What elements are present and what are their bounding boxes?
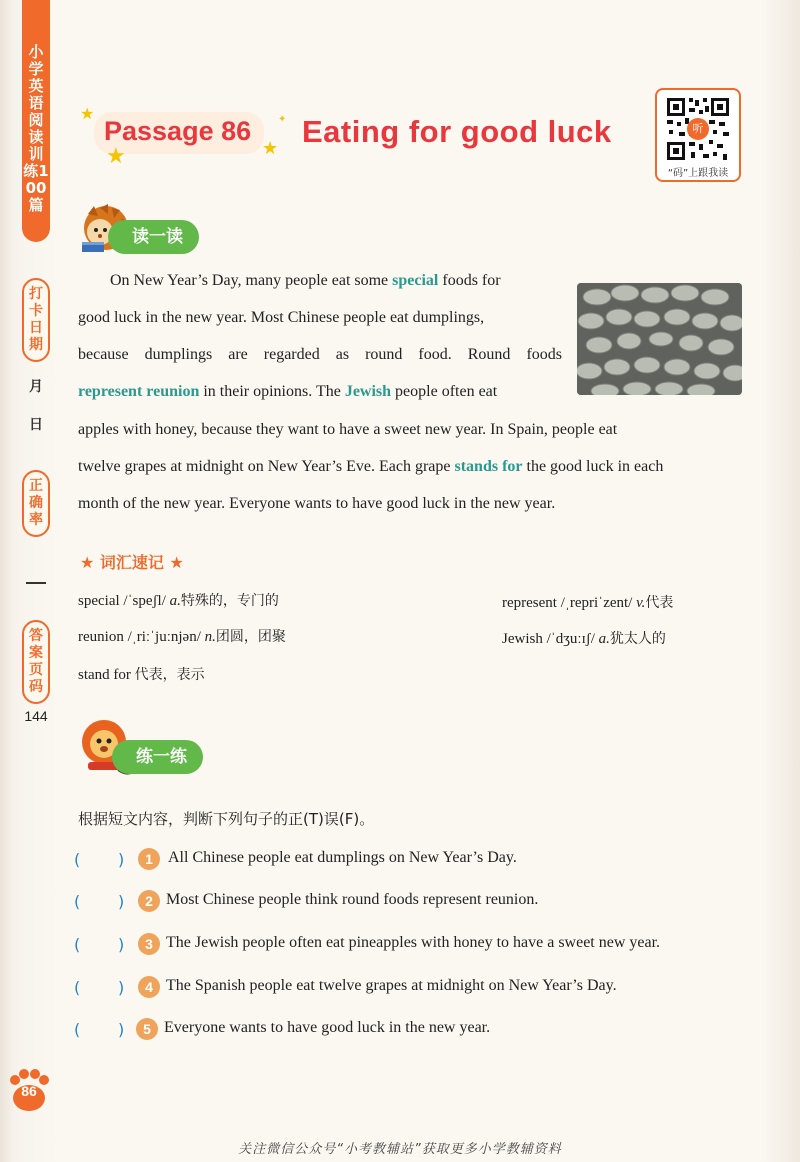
question-number-badge: 5 bbox=[136, 1018, 158, 1040]
sidebar-book-title: 小学英语阅读训练100篇 bbox=[22, 0, 50, 242]
passage-line-1 bbox=[110, 272, 501, 290]
star-icon: ★ bbox=[106, 144, 126, 169]
passage-line-3: because dumplings are regarded as round food. Round foods bbox=[78, 346, 562, 363]
passage-header bbox=[80, 100, 650, 170]
sidebar-day-label: 日 bbox=[29, 417, 43, 433]
vocab-item-special bbox=[78, 590, 279, 610]
passage-text: people often eat bbox=[391, 383, 498, 400]
answer-blank-open[interactable]: ( bbox=[74, 1020, 81, 1039]
vocab-meaning: 代表，表示 bbox=[134, 667, 205, 683]
vocab-item-jewish bbox=[502, 628, 666, 648]
keyword-stands-for: stands for bbox=[454, 458, 523, 475]
vocab-meaning: 特殊的，专门的 bbox=[180, 593, 279, 609]
passage-text: foods for bbox=[438, 272, 501, 289]
vocab-meaning: 犹太人的 bbox=[609, 631, 666, 647]
listen-icon: 听 bbox=[687, 118, 709, 140]
keyword-represent-reunion: represent reunion bbox=[78, 383, 200, 400]
passage-line-7: month of the new year. Everyone wants to have good luck in the new year. bbox=[78, 495, 556, 512]
star-icon: ★ bbox=[262, 138, 279, 159]
vocab-title: ★ 词汇速记 ★ bbox=[80, 553, 184, 572]
footer-watermark: 关注微信公众号“小考教辅站”获取更多小学教辅资料 bbox=[238, 1142, 562, 1157]
answer-blank-open[interactable]: ( bbox=[74, 850, 81, 869]
passage-text: On New Year’s Day, many people eat some bbox=[110, 272, 393, 289]
page-number: 86 bbox=[21, 1083, 37, 1099]
section-badge-read: 读一读 bbox=[108, 220, 199, 254]
sidebar-divider bbox=[26, 582, 46, 584]
question-text: All Chinese people eat dumplings on New Year’s Day. bbox=[168, 849, 517, 866]
question-text: The Spanish people eat twelve grapes at midnight on New Year’s Day. bbox=[166, 977, 617, 994]
answer-blank-close: ) bbox=[118, 1020, 125, 1039]
question-number-badge: 2 bbox=[138, 890, 160, 912]
sidebar-answer-page-number: 144 bbox=[24, 708, 48, 724]
answer-blank-close: ) bbox=[118, 850, 125, 869]
sidebar-checkin-label: 打卡日期 bbox=[22, 278, 50, 362]
vocab-word: special /ˈspeʃl/ bbox=[78, 593, 170, 609]
vocab-item-stand-for bbox=[78, 664, 205, 684]
vocab-meaning: 团圆，团聚 bbox=[215, 629, 286, 645]
qr-caption: “码”上跟我读 bbox=[667, 168, 729, 179]
question-text: The Jewish people often eat pineapples with honey to have a sweet new year. bbox=[166, 934, 661, 951]
passage-text: twelve grapes at midnight on New Year’s Eve. Each grape bbox=[78, 458, 455, 475]
exercise-instruction: 根据短文内容，判断下列句子的正(T)误(F)。 bbox=[78, 810, 375, 828]
vocab-item-represent bbox=[502, 592, 673, 612]
answer-blank-open[interactable]: ( bbox=[74, 892, 81, 911]
passage-line-5: apples with honey, because they want to have a sweet new year. In Spain, people eat bbox=[78, 421, 618, 438]
passage-line-4 bbox=[78, 383, 497, 401]
question-number-badge: 1 bbox=[138, 848, 160, 870]
sidebar-accuracy-label: 正确率 bbox=[22, 470, 50, 537]
passage-text: the good luck in each bbox=[522, 458, 664, 475]
vocab-meaning: 代表 bbox=[645, 595, 674, 611]
vocab-word: stand for bbox=[78, 667, 135, 683]
answer-blank-open[interactable]: ( bbox=[74, 935, 81, 954]
keyword-jewish: Jewish bbox=[344, 383, 392, 400]
question-text: Everyone wants to have good luck in the new year. bbox=[164, 1019, 491, 1036]
page-title: Eating for good luck bbox=[302, 114, 612, 149]
star-icon: ✦ bbox=[278, 114, 287, 125]
section-badge-practice: 练一练 bbox=[112, 740, 203, 774]
vocab-word: reunion /ˌriːˈjuːnjən/ bbox=[78, 629, 205, 645]
sidebar-month-label: 月 bbox=[29, 379, 43, 395]
vocab-word: represent /ˌrepriˈzent/ bbox=[502, 595, 637, 611]
vocab-pos: n. bbox=[204, 629, 216, 645]
vocab-word: Jewish /ˈdʒuːɪʃ/ bbox=[502, 631, 599, 647]
answer-blank-close: ) bbox=[118, 935, 125, 954]
question-number-badge: 4 bbox=[138, 976, 160, 998]
vocab-item-reunion bbox=[78, 626, 286, 646]
answer-blank-close: ) bbox=[118, 978, 125, 997]
passage-text: in their opinions. The bbox=[199, 383, 345, 400]
sidebar-answer-page-label: 答案页码 bbox=[22, 620, 50, 704]
passage-label: Passage 86 bbox=[104, 116, 252, 146]
dumplings-photo bbox=[577, 283, 742, 395]
keyword-special: special bbox=[392, 272, 439, 289]
question-number-badge: 3 bbox=[138, 933, 160, 955]
vocab-pos: v. bbox=[636, 595, 646, 611]
star-icon: ★ bbox=[80, 104, 95, 123]
answer-blank-close: ) bbox=[118, 892, 125, 911]
answer-blank-open[interactable]: ( bbox=[74, 978, 81, 997]
vocab-pos: a. bbox=[598, 631, 610, 647]
passage-line-2: good luck in the new year. Most Chinese people eat dumplings, bbox=[78, 309, 485, 326]
qr-code-box[interactable] bbox=[655, 88, 741, 182]
question-text: Most Chinese people think round foods represent reunion. bbox=[166, 891, 539, 908]
passage-line-6 bbox=[78, 458, 663, 476]
vocab-pos: a. bbox=[169, 593, 181, 609]
